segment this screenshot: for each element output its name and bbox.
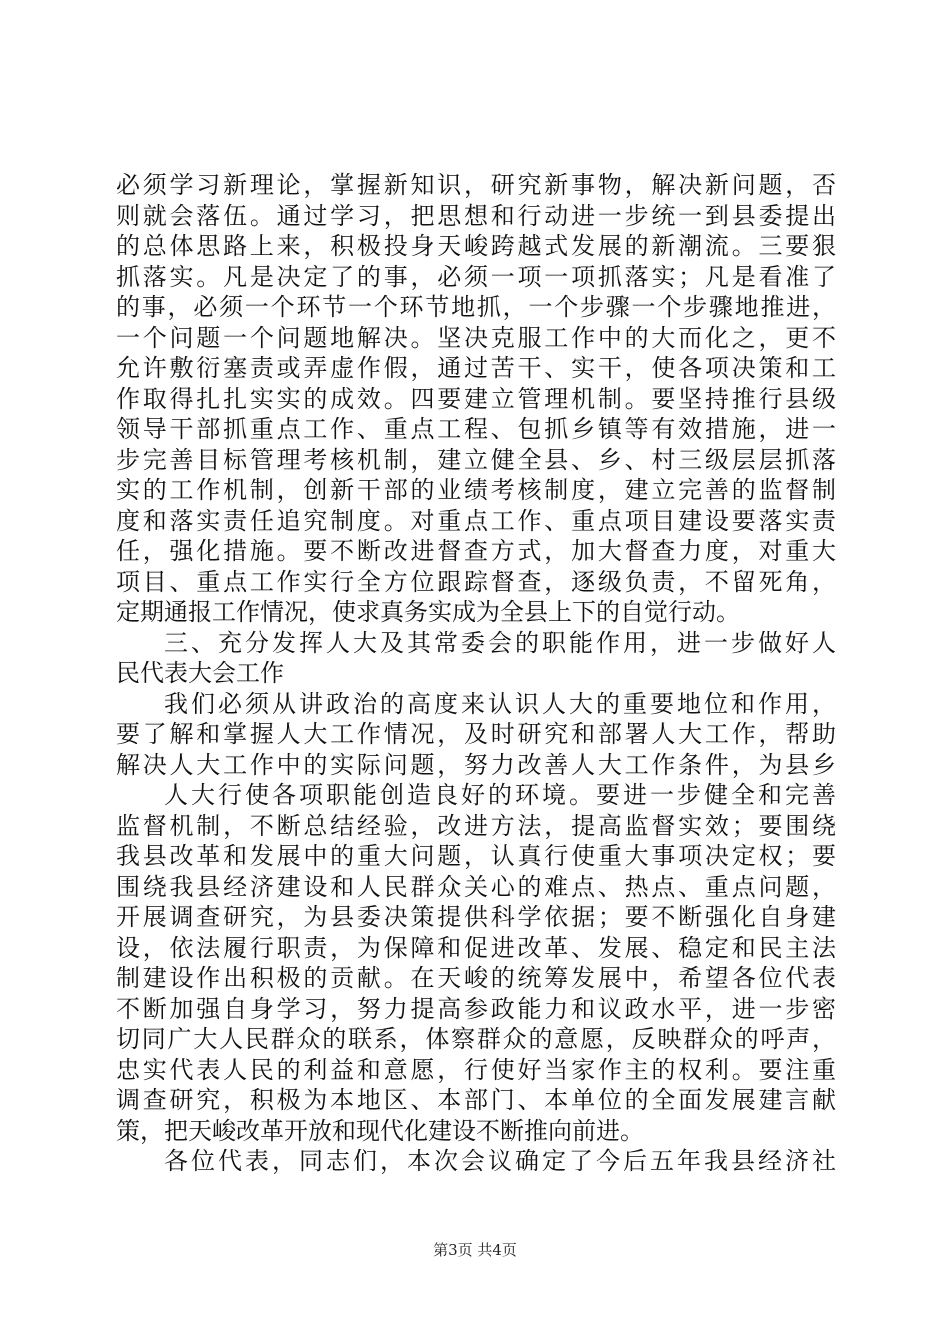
text-line: 项目、重点工作实行全方位跟踪督查，逐级负责，不留死角，: [116, 567, 836, 596]
text-line: 设，依法履行职责，为保障和促进改革、发展、稳定和民主法: [116, 933, 836, 962]
text-line: 一个问题一个问题地解决。坚决克服工作中的大而化之，更不: [116, 323, 836, 352]
text-line: 作取得扎扎实实的成效。四要建立管理机制。要坚持推行县级: [116, 384, 836, 413]
text-line: 则就会落伍。通过学习，把思想和行动进一步统一到县委提出: [116, 201, 836, 230]
document-body: [116, 170, 836, 1177]
text-line: 调查研究，积极为本地区、本部门、本单位的全面发展建言献: [116, 1086, 836, 1114]
text-line: 不断加强自身学习，努力提高参政能力和议政水平，进一步密: [116, 994, 836, 1023]
text-line: 的总体思路上来，积极投身天峻跨越式发展的新潮流。三要狠: [116, 232, 836, 260]
section-heading-line: 三、充分发挥人大及其常委会的职能作用，进一步做好人: [164, 628, 836, 657]
text-line: 人大行使各项职能创造良好的环境。要进一步健全和完善: [164, 781, 836, 809]
text-line: 开展调查研究，为县委决策提供科学依据；要不断强化自身建: [116, 903, 836, 931]
text-line: 我县改革和发展中的重大问题，认真行使重大事项决定权；要: [116, 842, 836, 870]
text-line: 制建设作出积极的贡献。在天峻的统筹发展中，希望各位代表: [116, 964, 836, 992]
text-line: 我们必须从讲政治的高度来认识人大的重要地位和作用，: [164, 689, 836, 718]
text-line: 度和落实责任追究制度。对重点工作、重点项目建设要落实责: [116, 506, 836, 535]
page-number: 第3页 共4页: [433, 1241, 517, 1259]
text-line: 切同广大人民群众的联系，体察群众的意愿，反映群众的呼声，: [116, 1025, 836, 1053]
text-line: 忠实代表人民的利益和意愿，行使好当家作主的权利。要注重: [116, 1055, 836, 1084]
text-line: 要了解和掌握人大工作情况，及时研究和部署人大工作，帮助: [116, 720, 836, 748]
text-line: 抓落实。凡是决定了的事，必须一项一项抓落实；凡是看准了: [116, 262, 836, 291]
text-line: 必须学习新理论，掌握新知识，研究新事物，解决新问题，否: [116, 171, 836, 199]
text-line: 领导干部抓重点工作、重点工程、包抓乡镇等有效措施，进一: [116, 415, 836, 443]
text-line: 围绕我县经济建设和人民群众关心的难点、热点、重点问题，: [116, 872, 836, 901]
text-line: 解决人大工作中的实际问题，努力改善人大工作条件，为县乡: [116, 750, 836, 779]
text-line: 实的工作机制，创新干部的业绩考核制度，建立完善的监督制: [116, 476, 836, 504]
section-heading-line: 民代表大会工作: [116, 659, 284, 687]
text-line: 允许敷衍塞责或弄虚作假，通过苦干、实干，使各项决策和工: [116, 354, 836, 382]
text-line: 各位代表，同志们，本次会议确定了今后五年我县经济社: [164, 1147, 836, 1175]
text-line: 的事，必须一个环节一个环节地抓，一个步骤一个步骤地推进，: [116, 293, 836, 321]
text-line: 定期通报工作情况，使求真务实成为全县上下的自觉行动。: [116, 598, 740, 626]
text-line: 监督机制，不断总结经验，改进方法，提高监督实效；要围绕: [116, 811, 836, 840]
text-line: 步完善目标管理考核机制，建立健全县、乡、村三级层层抓落: [116, 445, 836, 474]
text-line: 任，强化措施。要不断改进督查方式，加大督查力度，对重大: [116, 537, 836, 565]
text-line: 策，把天峻改革开放和现代化建设不断推向前进。: [116, 1116, 644, 1145]
